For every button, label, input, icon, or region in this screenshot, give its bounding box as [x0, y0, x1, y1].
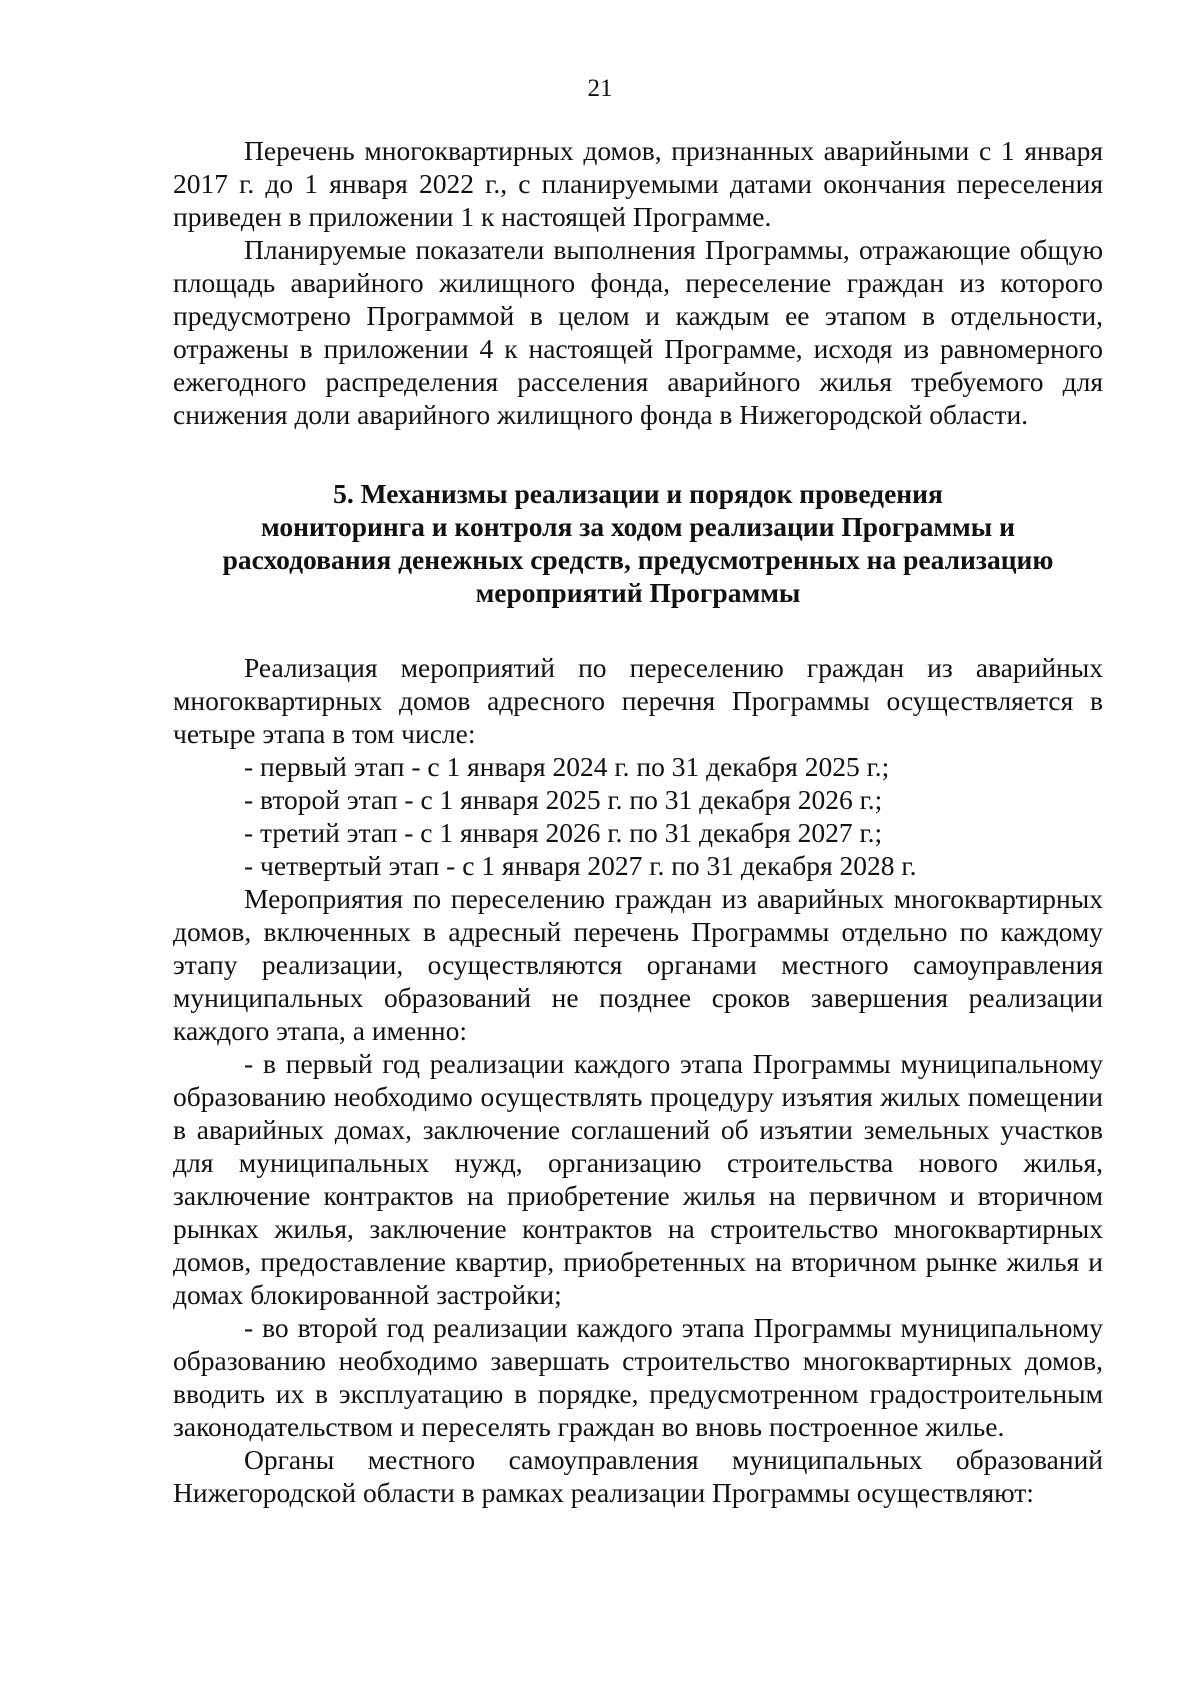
section-paragraph-2: Мероприятия по переселению граждан из аварийных многоквартирных домов, включенных в адресный перечень Программы отдельно по каждому этапу реализации, осуществляются органами местного самоуправления муниципальных образований не позднее сроков завершения реализации каждого этапа, а именно: — [173, 883, 1103, 1046]
section-heading-line: мероприятий Программы — [475, 577, 801, 608]
intro-paragraph-2: Планируемые показатели выполнения Программы, отражающие общую площадь аварийного жилищного фонда, переселение граждан из которого предусмотрено Программой в целом и каждым ее этапом в отдельности, отражены в приложении 4 к настоящей Программе, исходя из равномерного ежегодного распределения расселения аварийного жилья требуемого для снижения доли аварийного жилищного фонда в Нижегородской области. — [173, 234, 1103, 430]
section-paragraph-5: Органы местного самоуправления муниципальных образований Нижегородской области в рамках реализации Программы осуществляют: — [173, 1444, 1103, 1508]
section-paragraph-1: Реализация мероприятий по переселению граждан из аварийных многоквартирных домов адресного перечня Программы осуществляется в четыре этапа в том числе: — [173, 652, 1103, 749]
section-paragraph-4: - во второй год реализации каждого этапа Программы муниципальному образованию необходимо завершать строительство многоквартирных домов, вводить их в эксплуатацию в порядке, предусмотренном градостроительным законодательством и переселять граждан во вновь построенное жилье. — [173, 1312, 1103, 1442]
stage-item: - четвертый этап - с 1 января 2027 г. по 31 декабря 2028 г. — [244, 850, 917, 881]
document-body — [173, 134, 1103, 1509]
section-paragraph-3: - в первый год реализации каждого этапа Программы муниципальному образованию необходимо осуществлять процедуру изъятия жилых помещении в аварийных домах, заключение соглашений об изъятии земельных участков для муниципальных нужд, организацию строительства нового жилья, заключение контрактов на приобретение жилья на первичном и вторичном рынках жилья, заключение контрактов на строительство многоквартирных домов, предоставление квартир, приобретенных на вторичном рынке жилья и домах блокированной застройки; — [173, 1048, 1103, 1310]
intro-paragraph-1: Перечень многоквартирных домов, признанных аварийными с 1 января 2017 г. до 1 января 2022 г., с планируемыми датами окончания переселения приведен в приложении 1 к настоящей Программе. — [173, 135, 1103, 232]
stage-item: - второй этап - с 1 января 2025 г. по 31 декабря 2026 г.; — [244, 784, 883, 815]
stage-item: - первый этап - с 1 января 2024 г. по 31 декабря 2025 г.; — [244, 751, 890, 782]
section-heading-line: мониторинга и контроля за ходом реализации Программы и — [261, 511, 1015, 542]
stage-item: - третий этап - с 1 января 2026 г. по 31 декабря 2027 г.; — [244, 817, 883, 848]
section-heading-line: расходования денежных средств, предусмотренных на реализацию — [222, 544, 1054, 575]
page-number: 21 — [587, 75, 613, 102]
section-heading — [173, 477, 1103, 609]
section-heading-line: 5. Механизмы реализации и порядок проведения — [333, 478, 943, 509]
